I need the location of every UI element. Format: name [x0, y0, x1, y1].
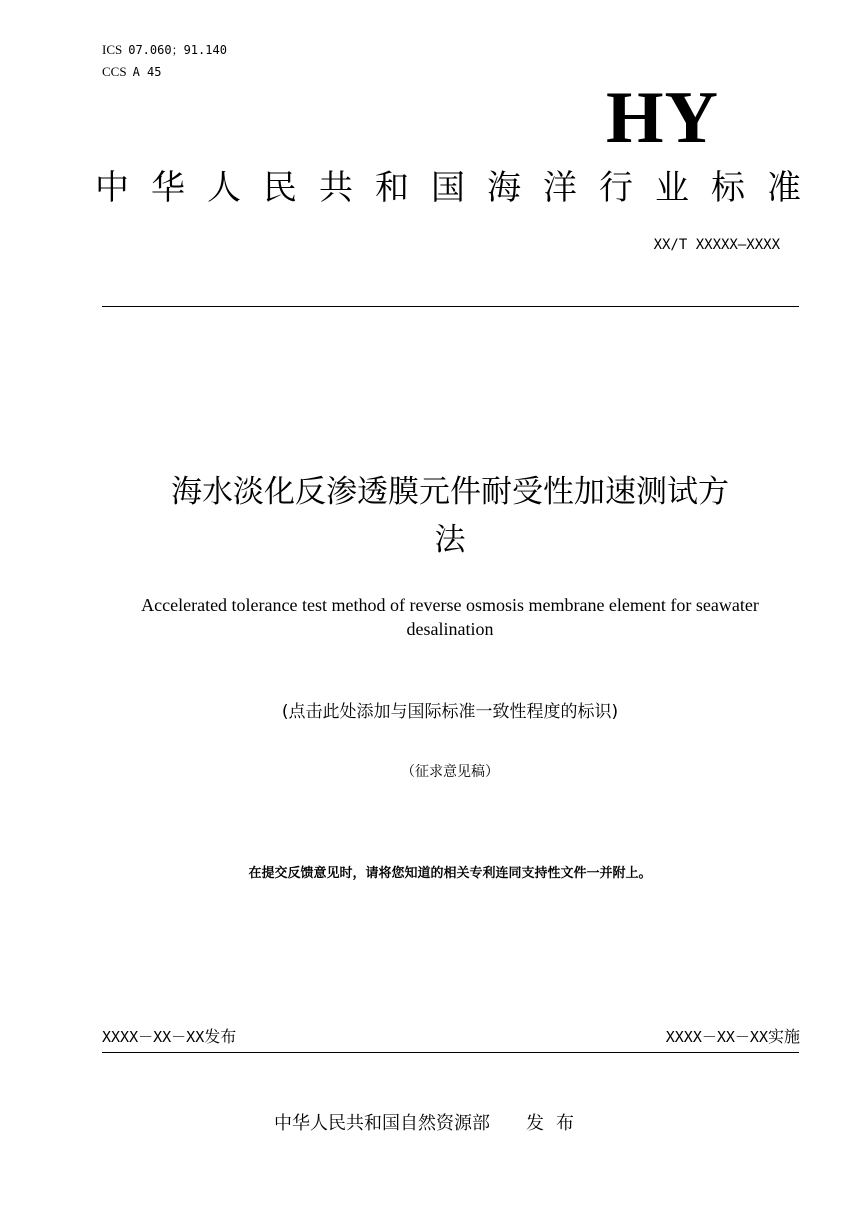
publish-verb: 发布 — [526, 1113, 586, 1134]
publisher-line — [120, 1110, 740, 1138]
document-title-cn — [100, 468, 800, 564]
title-en-line: Accelerated tolerance test method of reverse osmosis membrane element for seawater — [141, 595, 759, 615]
draft-status: （征求意见稿） — [401, 764, 499, 780]
hy-logo: HY — [606, 77, 719, 159]
standard-type-char: 和 — [375, 168, 409, 208]
standard-type-char: 共 — [319, 168, 353, 208]
standard-type-char: 业 — [655, 168, 689, 208]
issue-date-value: XXXX－XX－XX — [102, 1028, 205, 1046]
standard-type-char: 华 — [151, 168, 185, 208]
document-title-en — [90, 593, 810, 641]
standard-type-char: 民 — [263, 168, 297, 208]
feedback-notice: 在提交反馈意见时，请将您知道的相关专利连同支持性文件一并附上。 — [248, 866, 652, 881]
header-divider — [102, 306, 799, 307]
standard-type-title — [95, 164, 801, 212]
ccs-label: CCS — [102, 64, 127, 79]
standard-type-char: 人 — [207, 168, 241, 208]
standard-type-char: 海 — [487, 168, 521, 208]
title-cn-line: 海水淡化反渗透膜元件耐受性加速测试方 — [171, 474, 729, 510]
standard-type-char: 准 — [767, 168, 801, 208]
ics-classification — [102, 42, 227, 58]
publisher-name: 中华人民共和国自然资源部 — [274, 1113, 490, 1134]
title-en-line: desalination — [406, 619, 494, 639]
standard-type-char: 行 — [599, 168, 633, 208]
ics-label: ICS — [102, 42, 123, 57]
standard-type-char: 国 — [431, 168, 465, 208]
implement-date — [560, 1025, 800, 1049]
ccs-classification — [102, 64, 161, 80]
footer-divider — [102, 1052, 799, 1053]
title-cn-line: 法 — [434, 522, 466, 558]
implement-label: 实施 — [767, 1027, 800, 1046]
international-consistency-placeholder[interactable]: (点击此处添加与国际标准一致性程度的标识) — [281, 702, 619, 722]
standard-type-char: 洋 — [543, 168, 577, 208]
ccs-code: A 45 — [132, 65, 162, 79]
standard-type-char: 中 — [95, 168, 129, 208]
issue-date — [102, 1025, 236, 1049]
standard-type-char: 标 — [711, 168, 745, 208]
standard-number: XX/T XXXXX—XXXX — [653, 237, 780, 253]
ics-code: 07.060；91.140 — [128, 43, 227, 57]
issue-label: 发布 — [204, 1027, 237, 1046]
implement-date-value: XXXX－XX－XX — [665, 1028, 768, 1046]
